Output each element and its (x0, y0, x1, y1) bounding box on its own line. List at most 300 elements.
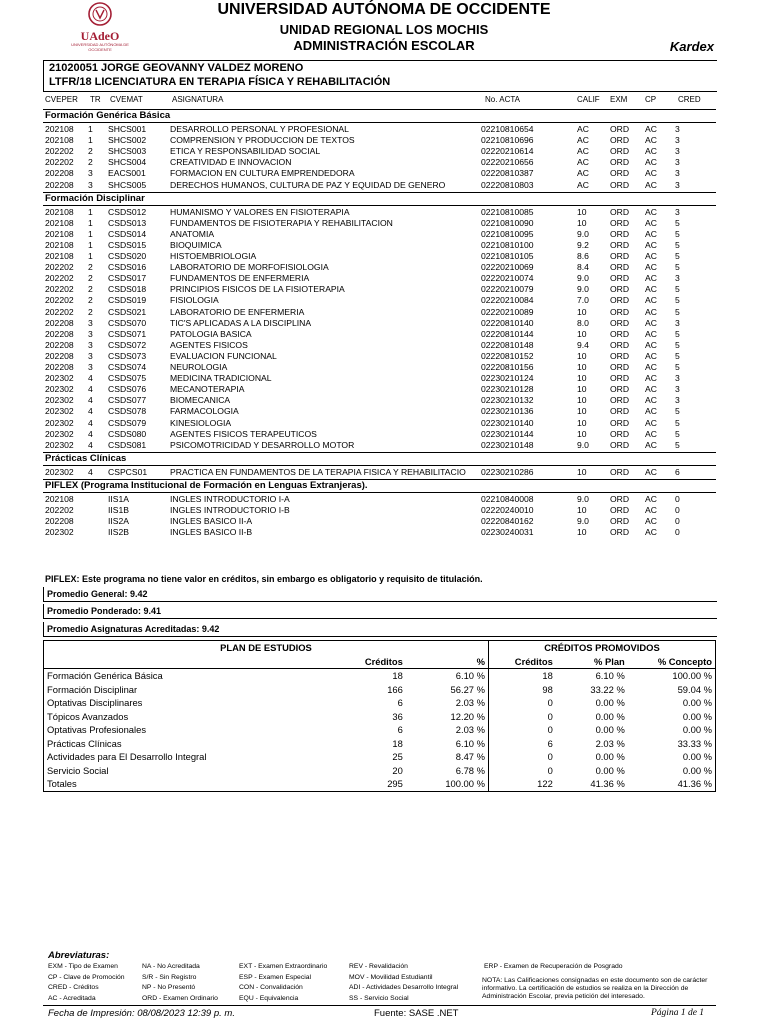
cell-tr: 4 (88, 439, 93, 450)
cell-cp: AC (645, 395, 657, 406)
cell-cp: AC (645, 350, 657, 361)
cell-cvemat: CSDS073 (108, 350, 147, 361)
abbreviation-item: CON - Convalidación (239, 984, 303, 991)
cell-cp: AC (645, 284, 657, 295)
cell-acta: 02230240031 (481, 527, 534, 538)
plan-porcentaje: 6.78 % (406, 764, 489, 778)
cell-cred: 5 (675, 228, 680, 239)
logo-subtext: UNIVERSIDAD AUTÓNOMA DE OCCIDENTE (71, 42, 129, 52)
cell-calif: 10 (577, 466, 587, 477)
cell-cvemat: SHCS005 (108, 179, 147, 190)
cell-cvemat: IIS2B (108, 527, 130, 538)
cell-tr: 2 (88, 157, 93, 168)
cell-cveper: 202108 (45, 239, 74, 250)
cell-exm: ORD (610, 384, 630, 395)
cell-cred: 3 (675, 395, 680, 406)
cell-cvemat: CSDS080 (108, 428, 147, 439)
cell-asignatura: FISIOLOGIA (170, 295, 219, 306)
cell-cred: 3 (675, 373, 680, 384)
plan-porcentaje: 6.10 % (406, 669, 489, 683)
abbreviation-item: NA - No Acreditada (142, 963, 200, 970)
plan-porcentaje: 56.27 % (406, 683, 489, 697)
cell-acta: 02210810095 (481, 228, 534, 239)
abbreviation-item: NP - No Presentó (142, 984, 196, 991)
student-info-box (43, 60, 717, 92)
nota-text: NOTA: Las Calificaciones consignadas en este documento son de carácter informativo. La certificación de estudios se realiza en la Dirección de Administración Escolar, previa petición del interesado. (482, 977, 708, 1000)
cell-acta: 02220810803 (481, 179, 534, 190)
cell-cp: AC (645, 168, 657, 179)
cell-calif: 9.0 (577, 228, 589, 239)
abbreviation-item: ORD - Examen Ordinario (142, 994, 218, 1002)
cell-cvemat: CSDS020 (108, 251, 147, 261)
col-cveper: CVEPER (45, 95, 78, 104)
cell-cp: AC (645, 295, 657, 306)
cell-exm: ORD (610, 350, 630, 361)
cell-cvemat: CSDS074 (108, 362, 147, 372)
cell-exm: ORD (610, 406, 630, 417)
plan-porcentaje-concepto: 41.36 % (677, 778, 712, 790)
cell-asignatura: PATOLOGIA BASICA (170, 328, 252, 339)
cell-cred: 5 (675, 251, 680, 261)
cell-cvemat: SHCS003 (108, 146, 147, 157)
cell-acta: 02220810148 (481, 339, 534, 350)
plan-row (44, 750, 716, 764)
cell-cvemat: IIS2A (108, 516, 130, 527)
cell-cred: 5 (675, 262, 680, 273)
plan-porcentaje-concepto: 100.00 % (672, 670, 712, 682)
plan-table (43, 640, 716, 792)
cell-acta: 02220810156 (481, 362, 534, 372)
data-source: Fuente: SASE .NET (374, 1008, 459, 1019)
section-title: Formación Genérica Básica (45, 110, 171, 121)
cell-asignatura: ANATOMIA (170, 228, 215, 239)
plan-porcentaje-plan: 0.00 % (595, 724, 625, 736)
cell-cvemat: CSDS014 (108, 228, 147, 239)
plan-porcentaje: 8.47 % (406, 750, 489, 764)
cell-cvemat: CSDS077 (108, 395, 147, 406)
col-asignatura: ASIGNATURA (172, 95, 224, 104)
cell-cred: 3 (675, 168, 680, 179)
cell-tr: 4 (88, 466, 93, 477)
plan-concept: Optativas Profesionales (47, 724, 147, 736)
cell-acta: 02220240010 (481, 505, 534, 515)
cell-cvemat: CSDS078 (108, 406, 147, 417)
footer-divider (43, 1005, 716, 1006)
cell-cp: AC (645, 124, 657, 134)
abbreviation-item: CP - Clave de Promoción (48, 973, 125, 981)
cell-exm: ORD (610, 527, 630, 538)
cell-calif: 9.0 (577, 273, 589, 284)
cell-acta: 02220810144 (481, 328, 534, 339)
plan-creditos: 295 (387, 778, 403, 790)
cell-acta: 02210810085 (481, 206, 534, 217)
cell-cred: 3 (675, 317, 680, 328)
cell-cveper: 202202 (45, 146, 74, 157)
abbreviation-item: EXM - Tipo de Examen (48, 963, 118, 970)
plan-row (44, 683, 716, 697)
cell-exm: ORD (610, 516, 630, 527)
plan-porcentaje: 2.03 % (406, 696, 489, 710)
cell-cp: AC (645, 384, 657, 395)
plan-porcentaje-concepto: 0.00 % (682, 751, 712, 763)
plan-porcentaje-plan: 0.00 % (595, 751, 625, 763)
plan-porcentaje-plan: 6.10 % (595, 670, 625, 682)
plan-porcentaje-concepto: 0.00 % (682, 764, 712, 776)
cell-cred: 5 (675, 350, 680, 361)
section-title: PIFLEX (Programa Institucional de Formación en Lenguas Extranjeras). (45, 479, 368, 491)
plan-concept: Formación Disciplinar (47, 683, 138, 695)
cell-cp: AC (645, 251, 657, 261)
plan-creditos-promovidos: 0 (547, 764, 553, 776)
col-acta: No. ACTA (485, 95, 520, 104)
plan-title: PLAN DE ESTUDIOS (44, 641, 489, 655)
student-program: LTFR/18 LICENCIATURA EN TERAPIA FÍSICA Y REHABILITACIÓN (49, 76, 391, 88)
cell-asignatura: FORMACION EN CULTURA EMPRENDEDORA (170, 168, 355, 179)
cell-exm: ORD (610, 428, 630, 439)
plan-creditos: 18 (392, 737, 403, 749)
cell-tr: 1 (88, 206, 93, 217)
cell-exm: ORD (610, 328, 630, 339)
cell-cp: AC (645, 439, 657, 450)
cell-calif: AC (577, 146, 589, 157)
cell-calif: 10 (577, 217, 587, 228)
promedio-ponderado-text: Promedio Ponderado: 9.41 (47, 606, 162, 616)
plan-porcentaje-plan: 41.36 % (590, 778, 625, 790)
cell-exm: ORD (610, 124, 630, 134)
cell-cvemat: CSDS019 (108, 295, 147, 306)
cell-cred: 6 (675, 466, 680, 477)
cell-cvemat: SHCS001 (108, 124, 147, 134)
cell-exm: ORD (610, 306, 630, 317)
cell-cveper: 202108 (45, 228, 74, 239)
plan-porcentaje: 6.10 % (406, 737, 489, 751)
cell-cveper: 202208 (45, 339, 74, 350)
cell-tr: 3 (88, 168, 93, 179)
cell-cp: AC (645, 505, 657, 515)
plan-creditos-promovidos: 122 (537, 778, 553, 790)
cell-asignatura: DERECHOS HUMANOS, CULTURA DE PAZ Y EQUIDAD DE GENERO (170, 179, 446, 190)
section-title: Prácticas Clínicas (45, 452, 127, 464)
cell-exm: ORD (610, 395, 630, 406)
cell-calif: 10 (577, 505, 587, 515)
cell-cvemat: CSDS012 (108, 206, 147, 217)
plan-concept: Servicio Social (47, 764, 109, 776)
cell-asignatura: INGLES BASICO II-A (170, 516, 253, 527)
cell-cveper: 202202 (45, 295, 74, 306)
cell-tr: 3 (88, 179, 93, 190)
cell-asignatura: MECANOTERAPIA (170, 384, 245, 395)
plan-row (44, 737, 716, 751)
hdr-porcentaje: % (406, 655, 489, 669)
cell-asignatura: KINESIOLOGIA (170, 417, 232, 428)
cell-tr: 2 (88, 273, 93, 284)
promedio-ponderado (43, 604, 717, 619)
department-name: ADMINISTRACIÓN ESCOLAR (293, 38, 475, 53)
abbreviations-title: Abreviaturas: (48, 950, 110, 961)
cell-cveper: 202302 (45, 527, 74, 538)
cell-cred: 5 (675, 284, 680, 295)
plan-creditos-promovidos: 18 (542, 670, 553, 682)
cell-cp: AC (645, 262, 657, 273)
cell-tr: 1 (88, 135, 93, 146)
cell-asignatura: PRACTICA EN FUNDAMENTOS DE LA TERAPIA FISICA Y REHABILITACIO (170, 466, 466, 477)
plan-creditos-promovidos: 98 (542, 683, 553, 695)
cell-acta: 02220210614 (481, 146, 534, 157)
cell-calif: 7.0 (577, 295, 589, 306)
cell-acta: 02210840008 (481, 493, 534, 504)
cell-cp: AC (645, 217, 657, 228)
col-cred: CRED (678, 95, 701, 104)
cell-cveper: 202208 (45, 328, 74, 339)
cell-asignatura: BIOQUIMICA (170, 239, 222, 250)
cell-calif: 10 (577, 362, 587, 372)
plan-concept: Actividades para El Desarrollo Integral (47, 751, 207, 763)
plan-creditos: 20 (392, 764, 403, 776)
cell-asignatura: MEDICINA TRADICIONAL (170, 373, 272, 384)
plan-porcentaje: 12.20 % (406, 710, 489, 724)
cell-cveper: 202108 (45, 206, 74, 217)
cell-asignatura: PRINCIPIOS FISICOS DE LA FISIOTERAPIA (170, 284, 345, 295)
hdr-creditos: Créditos (364, 655, 403, 667)
table-row (0, 440, 768, 452)
cell-asignatura: LABORATORIO DE MORFOFISIOLOGIA (170, 262, 329, 273)
section-divider (43, 122, 716, 123)
col-calif: CALIF (577, 95, 600, 104)
page-number: Página 1 de 1 (651, 1008, 705, 1018)
cell-acta: 02220810140 (481, 317, 534, 328)
cell-calif: 10 (577, 406, 587, 417)
col-cp: CP (645, 95, 657, 104)
plan-creditos-promovidos: 6 (547, 737, 553, 749)
cell-calif: AC (577, 135, 589, 146)
cell-cvemat: CSDS070 (108, 317, 147, 328)
cell-exm: ORD (610, 239, 630, 250)
cell-tr: 4 (88, 417, 93, 428)
cell-cp: AC (645, 466, 657, 477)
cell-acta: 02220810387 (481, 168, 534, 179)
cell-calif: AC (577, 168, 589, 179)
cell-cp: AC (645, 179, 657, 190)
cell-calif: 10 (577, 527, 587, 538)
cell-calif: 10 (577, 428, 587, 439)
plan-row (44, 710, 716, 724)
cell-asignatura: LABORATORIO DE ENFERMERIA (170, 306, 305, 317)
cell-exm: ORD (610, 262, 630, 273)
plan-porcentaje-plan: 0.00 % (595, 697, 625, 709)
cell-cvemat: CSDS013 (108, 217, 147, 228)
abbreviation-item: CRED - Créditos (48, 984, 99, 991)
cell-tr: 3 (88, 328, 93, 339)
cell-cp: AC (645, 339, 657, 350)
cell-exm: ORD (610, 439, 630, 450)
cell-tr: 1 (88, 251, 93, 261)
plan-porcentaje-plan: 0.00 % (595, 764, 625, 776)
cell-tr: 3 (88, 350, 93, 361)
cell-cp: AC (645, 146, 657, 157)
cell-acta: 02230210124 (481, 373, 534, 384)
cell-acta: 02220210079 (481, 284, 534, 295)
cell-cp: AC (645, 135, 657, 146)
cell-cvemat: SHCS002 (108, 135, 147, 146)
plan-porcentaje-concepto: 0.00 % (682, 710, 712, 722)
cell-exm: ORD (610, 206, 630, 217)
cell-cveper: 202302 (45, 439, 74, 450)
plan-creditos: 36 (392, 710, 403, 722)
cell-acta: 02230210132 (481, 395, 534, 406)
cell-tr: 1 (88, 217, 93, 228)
cell-tr: 1 (88, 124, 93, 134)
regional-unit: UNIDAD REGIONAL LOS MOCHIS (279, 22, 489, 37)
cell-exm: ORD (610, 505, 630, 515)
cell-exm: ORD (610, 251, 630, 261)
cell-cveper: 202302 (45, 466, 74, 477)
cell-cveper: 202202 (45, 306, 74, 317)
cell-exm: ORD (610, 466, 630, 477)
abbreviation-item: REV - Revalidación (349, 963, 408, 970)
cell-acta: 02230210136 (481, 406, 534, 417)
cell-cveper: 202108 (45, 124, 74, 134)
cell-cvemat: CSDS075 (108, 373, 147, 384)
plan-concept: Formación Genérica Básica (47, 670, 163, 682)
cell-asignatura: PSICOMOTRICIDAD Y DESARROLLO MOTOR (170, 439, 355, 450)
plan-creditos: 6 (397, 724, 403, 736)
cell-calif: 9.2 (577, 239, 589, 250)
promedio-general (43, 587, 717, 602)
cell-acta: 02220840162 (481, 516, 534, 527)
cell-acta: 02210810105 (481, 251, 534, 261)
cell-cveper: 202208 (45, 317, 74, 328)
plan-row (44, 777, 716, 791)
abbreviation-item: SS - Servicio Social (349, 994, 409, 1002)
plan-porcentaje-concepto: 0.00 % (682, 724, 712, 736)
cell-asignatura: FARMACOLOGIA (170, 406, 239, 417)
cell-tr: 1 (88, 239, 93, 250)
cell-cp: AC (645, 516, 657, 527)
plan-porcentaje-plan: 0.00 % (595, 710, 625, 722)
cell-cred: 3 (675, 157, 680, 168)
section-title: Formación Disciplinar (45, 192, 145, 204)
cell-exm: ORD (610, 228, 630, 239)
cell-cred: 3 (675, 146, 680, 157)
cell-asignatura: AGENTES FISICOS (170, 339, 248, 350)
cell-cvemat: IIS1B (108, 505, 130, 515)
cell-cred: 3 (675, 124, 680, 134)
document-type: Kardex (669, 39, 714, 54)
cell-acta: 02230210148 (481, 439, 534, 450)
cell-calif: 10 (577, 206, 587, 217)
cell-cp: AC (645, 273, 657, 284)
cell-cveper: 202108 (45, 135, 74, 146)
plan-creditos-promovidos: 0 (547, 724, 553, 736)
cell-exm: ORD (610, 284, 630, 295)
cell-cred: 0 (675, 493, 680, 504)
cell-asignatura: INGLES BASICO II-B (170, 527, 253, 538)
plan-creditos: 18 (392, 670, 403, 682)
cell-cred: 0 (675, 516, 680, 527)
plan-row (44, 764, 716, 778)
cell-tr: 2 (88, 146, 93, 157)
cell-calif: 8.6 (577, 251, 589, 261)
cell-asignatura: EVALUACION FUNCIONAL (170, 350, 277, 361)
print-date: Fecha de Impresión: 08/08/2023 12:39 p. m. (48, 1008, 235, 1019)
university-name: UNIVERSIDAD AUTÓNOMA DE OCCIDENTE (217, 1, 551, 18)
cell-cred: 5 (675, 417, 680, 428)
cell-cveper: 202202 (45, 157, 74, 168)
cell-acta: 02210810100 (481, 239, 534, 250)
col-exm: EXM (610, 95, 628, 104)
table-row (0, 180, 768, 192)
cell-exm: ORD (610, 339, 630, 350)
plan-porcentaje: 100.00 % (406, 777, 489, 791)
cell-exm: ORD (610, 157, 630, 168)
cell-cred: 5 (675, 339, 680, 350)
plan-porcentaje-concepto: 33.33 % (677, 737, 712, 749)
cell-acta: 02220210656 (481, 157, 534, 168)
cell-exm: ORD (610, 146, 630, 157)
cell-cveper: 202108 (45, 217, 74, 228)
cell-calif: 10 (577, 350, 587, 361)
cell-calif: 10 (577, 395, 587, 406)
cell-cred: 5 (675, 295, 680, 306)
cell-cred: 3 (675, 384, 680, 395)
plan-creditos: 6 (397, 697, 403, 709)
student-id-name: 21020051 JORGE GEOVANNY VALDEZ MORENO (49, 62, 304, 74)
hdr-porcentaje-plan: % Plan (594, 655, 625, 667)
creditos-promovidos-title: CRÉDITOS PROMOVIDOS (544, 642, 660, 654)
promedio-general-text: Promedio General: 9.42 (47, 589, 148, 599)
plan-concept: Optativas Disciplinares (47, 697, 143, 709)
abbreviation-item: ESP - Examen Especial (239, 973, 312, 981)
cell-cvemat: CSDS071 (108, 328, 147, 339)
plan-row (44, 696, 716, 710)
cell-exm: ORD (610, 362, 630, 372)
cell-cveper: 202202 (45, 284, 74, 295)
cell-calif: 8.4 (577, 262, 589, 273)
piflex-note: PIFLEX: Este programa no tiene valor en créditos, sin embargo es obligatorio y requisito de titulación. (45, 574, 483, 584)
cell-cred: 3 (675, 273, 680, 284)
cell-acta: 02210810654 (481, 124, 534, 134)
cell-cred: 5 (675, 406, 680, 417)
abbreviation-item: AC - Acreditada (48, 994, 96, 1002)
plan-porcentaje-plan: 2.03 % (595, 737, 625, 749)
cell-cveper: 202208 (45, 179, 74, 190)
cell-calif: 9.0 (577, 516, 589, 527)
col-cvemat: CVEMAT (110, 95, 143, 104)
table-row (0, 467, 768, 479)
cell-cred: 0 (675, 505, 680, 515)
abbreviation-item: EXT - Examen Extraordinario (239, 963, 328, 970)
cell-cp: AC (645, 406, 657, 417)
cell-cp: AC (645, 328, 657, 339)
cell-cvemat: CSDS018 (108, 284, 147, 295)
cell-acta: 02210810090 (481, 217, 534, 228)
cell-cveper: 202202 (45, 273, 74, 284)
section-divider (43, 465, 716, 466)
cell-asignatura: HUMANISMO Y VALORES EN FISIOTERAPIA (170, 206, 350, 217)
plan-creditos-promovidos: 0 (547, 697, 553, 709)
cell-cp: AC (645, 317, 657, 328)
cell-acta: 02220210069 (481, 262, 534, 273)
cell-cp: AC (645, 417, 657, 428)
plan-creditos: 166 (387, 683, 403, 695)
plan-concept: Prácticas Clínicas (47, 737, 122, 749)
cell-cvemat: CSDS021 (108, 306, 147, 317)
cell-cvemat: CSDS072 (108, 339, 147, 350)
cell-tr: 4 (88, 395, 93, 406)
plan-porcentaje-plan: 33.22 % (590, 683, 625, 695)
cell-cveper: 202302 (45, 428, 74, 439)
cell-cred: 5 (675, 362, 680, 372)
